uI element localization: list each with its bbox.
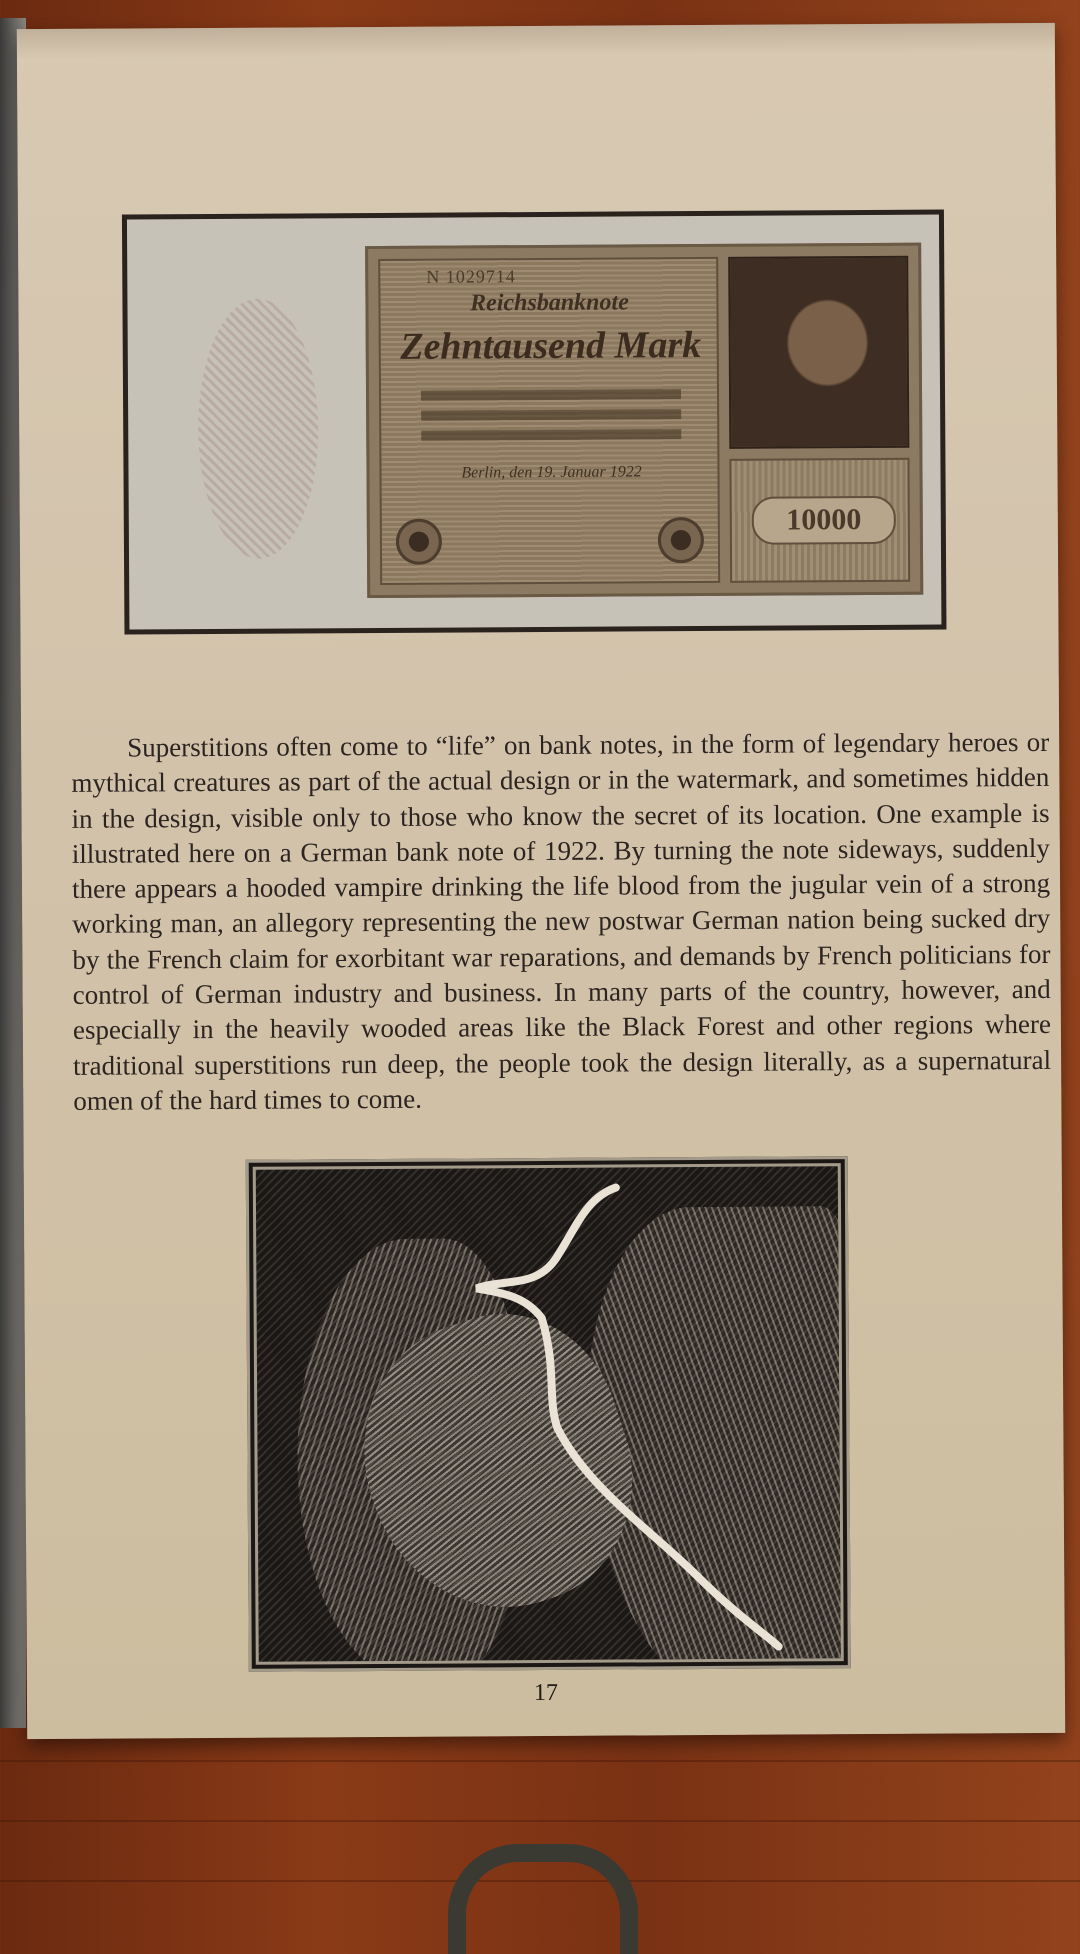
banknote-fine-print — [421, 409, 681, 421]
banknote-serial: N 1029714 — [426, 266, 516, 287]
wood-grain — [0, 1760, 1080, 1762]
eagle-seal-icon — [396, 519, 442, 565]
banknote-portrait — [728, 256, 909, 449]
vampire-illustration — [246, 1156, 851, 1672]
banknote-value-panel — [729, 458, 910, 583]
banknote-photo-frame — [122, 210, 947, 635]
banknote-text-panel — [378, 257, 720, 585]
banknote-title-line2: Zehntausend Mark — [400, 324, 702, 368]
vampire-outline — [256, 1166, 841, 1662]
book-page — [17, 23, 1065, 1739]
banknote-value: 10000 — [752, 496, 896, 545]
article-paragraph: Superstitions often come to “life” on bank notes, in the form of legendary heroes or mythical creatures as part of the actual design or in the watermark, and sometimes hidden in the design, visible only to those who know the secret of its location. One example is illustrated here on a German bank note of 1922. By turning the note sideways, suddenly there appears a hooded vampire drinking the life blood from the jugular vein of a strong working man, an allegory representing the new postwar German nation being sucked dry by the French claim for exorbitant war reparations, and demands by French politicians for control of German industry and business. In many parts of the country, however, and especially in the heavily wooded areas like the Black Forest and other regions where traditional superstitions run deep, the people took the design literally, as a supernatural omen of the hard times to come. — [71, 726, 1052, 1116]
banknote-title-line1: Reichsbanknote — [470, 289, 629, 317]
banknote-fine-print — [421, 429, 681, 441]
banknote-date: Berlin, den 19. Januar 1922 — [461, 463, 642, 482]
banknote-fine-print — [421, 389, 681, 401]
page-number: 17 — [533, 1679, 559, 1707]
eagle-seal-icon — [658, 517, 704, 563]
binder-clip — [448, 1844, 638, 1954]
wood-grain — [0, 1820, 1080, 1822]
banknote-image — [365, 243, 923, 598]
watermark-area — [197, 298, 319, 559]
